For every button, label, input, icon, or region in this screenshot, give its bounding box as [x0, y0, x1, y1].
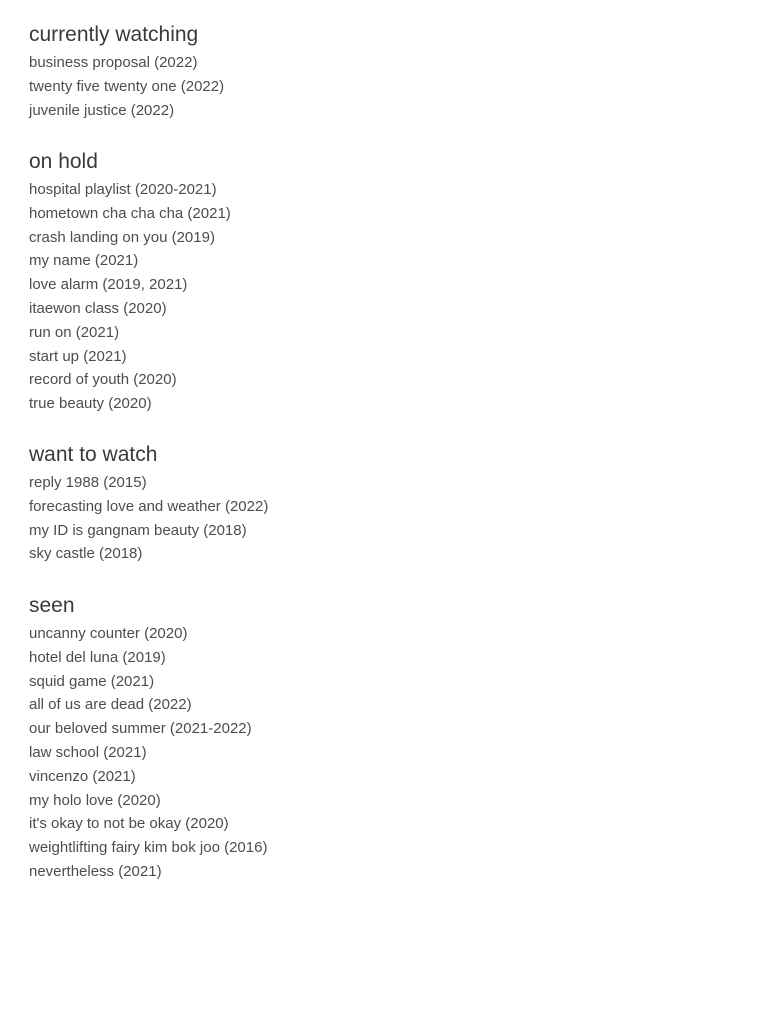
- list-item: my ID is gangnam beauty (2018): [29, 521, 247, 539]
- section-heading: seen: [29, 594, 75, 617]
- list-item: uncanny counter (2020): [29, 625, 188, 642]
- list-item: true beauty (2020): [29, 395, 152, 413]
- list-item: hometown cha cha cha (2021): [29, 204, 231, 222]
- list-item: vincenzo (2021): [29, 767, 136, 785]
- list-item: weightlifting fairy kim bok joo (2016): [29, 839, 268, 857]
- section-heading: currently watching: [29, 23, 199, 46]
- list-item: love alarm (2019, 2021): [29, 276, 188, 294]
- list-item: itaewon class (2020): [29, 299, 167, 317]
- section-currently-watching: [29, 22, 224, 122]
- section-on-hold: [29, 149, 231, 416]
- list-item: twenty five twenty one (2022): [29, 77, 225, 95]
- list-item: all of us are dead (2022): [29, 696, 192, 714]
- list-item: my name (2021): [29, 252, 139, 270]
- list-item: law school (2021): [29, 743, 147, 761]
- show-list: [29, 622, 267, 884]
- list-item: squid game (2021): [29, 672, 155, 690]
- list-item: record of youth (2020): [29, 371, 177, 389]
- list-item: forecasting love and weather (2022): [29, 497, 269, 515]
- section-want-to-watch: [29, 442, 268, 566]
- section-heading: want to watch: [29, 443, 158, 466]
- list-item: hospital playlist (2020-2021): [29, 181, 217, 198]
- list-item: nevertheless (2021): [29, 862, 162, 880]
- list-item: our beloved summer (2021-2022): [29, 720, 252, 738]
- list-item: hotel del luna (2019): [29, 648, 166, 666]
- list-item: juvenile justice (2022): [29, 101, 175, 119]
- list-item: reply 1988 (2015): [29, 474, 147, 491]
- list-item: crash landing on you (2019): [29, 228, 215, 246]
- section-seen: [29, 593, 267, 884]
- list-item: business proposal (2022): [29, 54, 198, 71]
- list-item: run on (2021): [29, 323, 120, 341]
- list-item: it's okay to not be okay (2020): [29, 815, 229, 833]
- show-list: [29, 471, 268, 566]
- show-list: [29, 178, 231, 416]
- list-item: sky castle (2018): [29, 545, 143, 563]
- show-list: [29, 51, 224, 122]
- list-item: start up (2021): [29, 347, 127, 365]
- section-heading: on hold: [29, 150, 98, 173]
- list-item: my holo love (2020): [29, 791, 161, 809]
